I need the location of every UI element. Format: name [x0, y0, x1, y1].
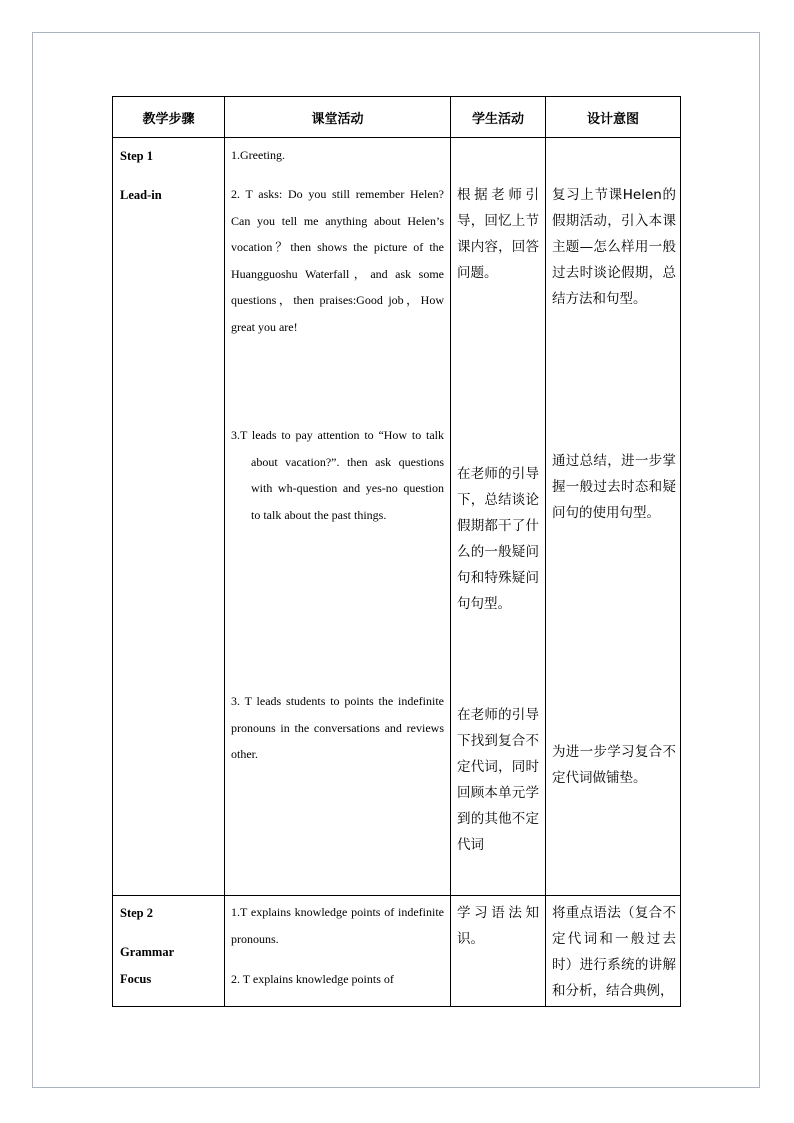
step1-intent-2: 通过总结，进一步掌握一般过去时态和疑问句的使用句型。	[552, 453, 676, 521]
step2-activity-cell	[225, 896, 451, 1007]
table-row-step2	[113, 896, 681, 1007]
header-step: 教学步骤	[113, 97, 225, 138]
header-design-intent: 设计意图	[546, 97, 681, 138]
step1-student-2: 在老师的引导下，总结谈论假期都干了什么的一般疑问句和特殊疑问句句型。	[457, 466, 539, 612]
step1-student-1: 根据老师引导，回忆上节课内容，回答问题。	[457, 187, 539, 281]
step1-activity-2: 2. T asks: Do you still remember Helen? Can you tell me anything about Helen’s vocation？then shows the picture of the Huangguoshu Waterfall，and ask some questions，then praises:Good job，How great you are!	[231, 187, 444, 334]
step2-name-2: Focus	[120, 972, 152, 986]
step1-title: Step 1	[120, 149, 153, 163]
header-row	[113, 97, 681, 138]
header-student-activity: 学生活动	[451, 97, 546, 138]
table-row-step1	[113, 138, 681, 896]
step1-intent-3: 为进一步学习复合不定代词做铺垫。	[552, 744, 676, 786]
step2-intent-cell	[546, 896, 681, 1007]
step2-student-1: 学习语法知识。	[457, 905, 539, 947]
step1-cell	[113, 138, 225, 896]
step1-intent-1: 复习上节课Helen的假期活动，引入本课主题—怎么样用一般过去时谈论假期，总结方法和句型。	[552, 187, 676, 307]
step2-activity-2: 2. T explains knowledge points of	[231, 972, 394, 986]
step1-name: Lead-in	[120, 188, 162, 202]
step2-title: Step 2	[120, 906, 153, 920]
step1-student-3: 在老师的引导下找到复合不定代词，同时回顾本单元学到的其他不定代词	[457, 707, 539, 853]
step2-intent-1: 将重点语法（复合不定代词和一般过去时）进行系统的讲解和分析，结合典例，	[552, 905, 676, 999]
step1-activity-4: 3. T leads students to points the indefinite pronouns in the conversations and reviews other.	[231, 694, 444, 762]
step2-cell	[113, 896, 225, 1007]
step1-activity-cell	[225, 138, 451, 896]
header-teacher-activity: 课堂活动	[225, 97, 451, 138]
step1-student-cell	[451, 138, 546, 896]
step2-name-1: Grammar	[120, 945, 175, 959]
step2-activity-1: 1.T explains knowledge points of indefinite pronouns.	[231, 905, 444, 946]
step2-student-cell	[451, 896, 546, 1007]
step1-intent-cell	[546, 138, 681, 896]
step1-activity-1: 1.Greeting.	[231, 148, 285, 162]
step1-activity-3: 3.T leads to pay attention to “How to talk about vacation?”. then ask questions with wh-question and yes-no question to talk about the past things.	[231, 428, 444, 522]
lesson-plan-table	[112, 96, 681, 1007]
